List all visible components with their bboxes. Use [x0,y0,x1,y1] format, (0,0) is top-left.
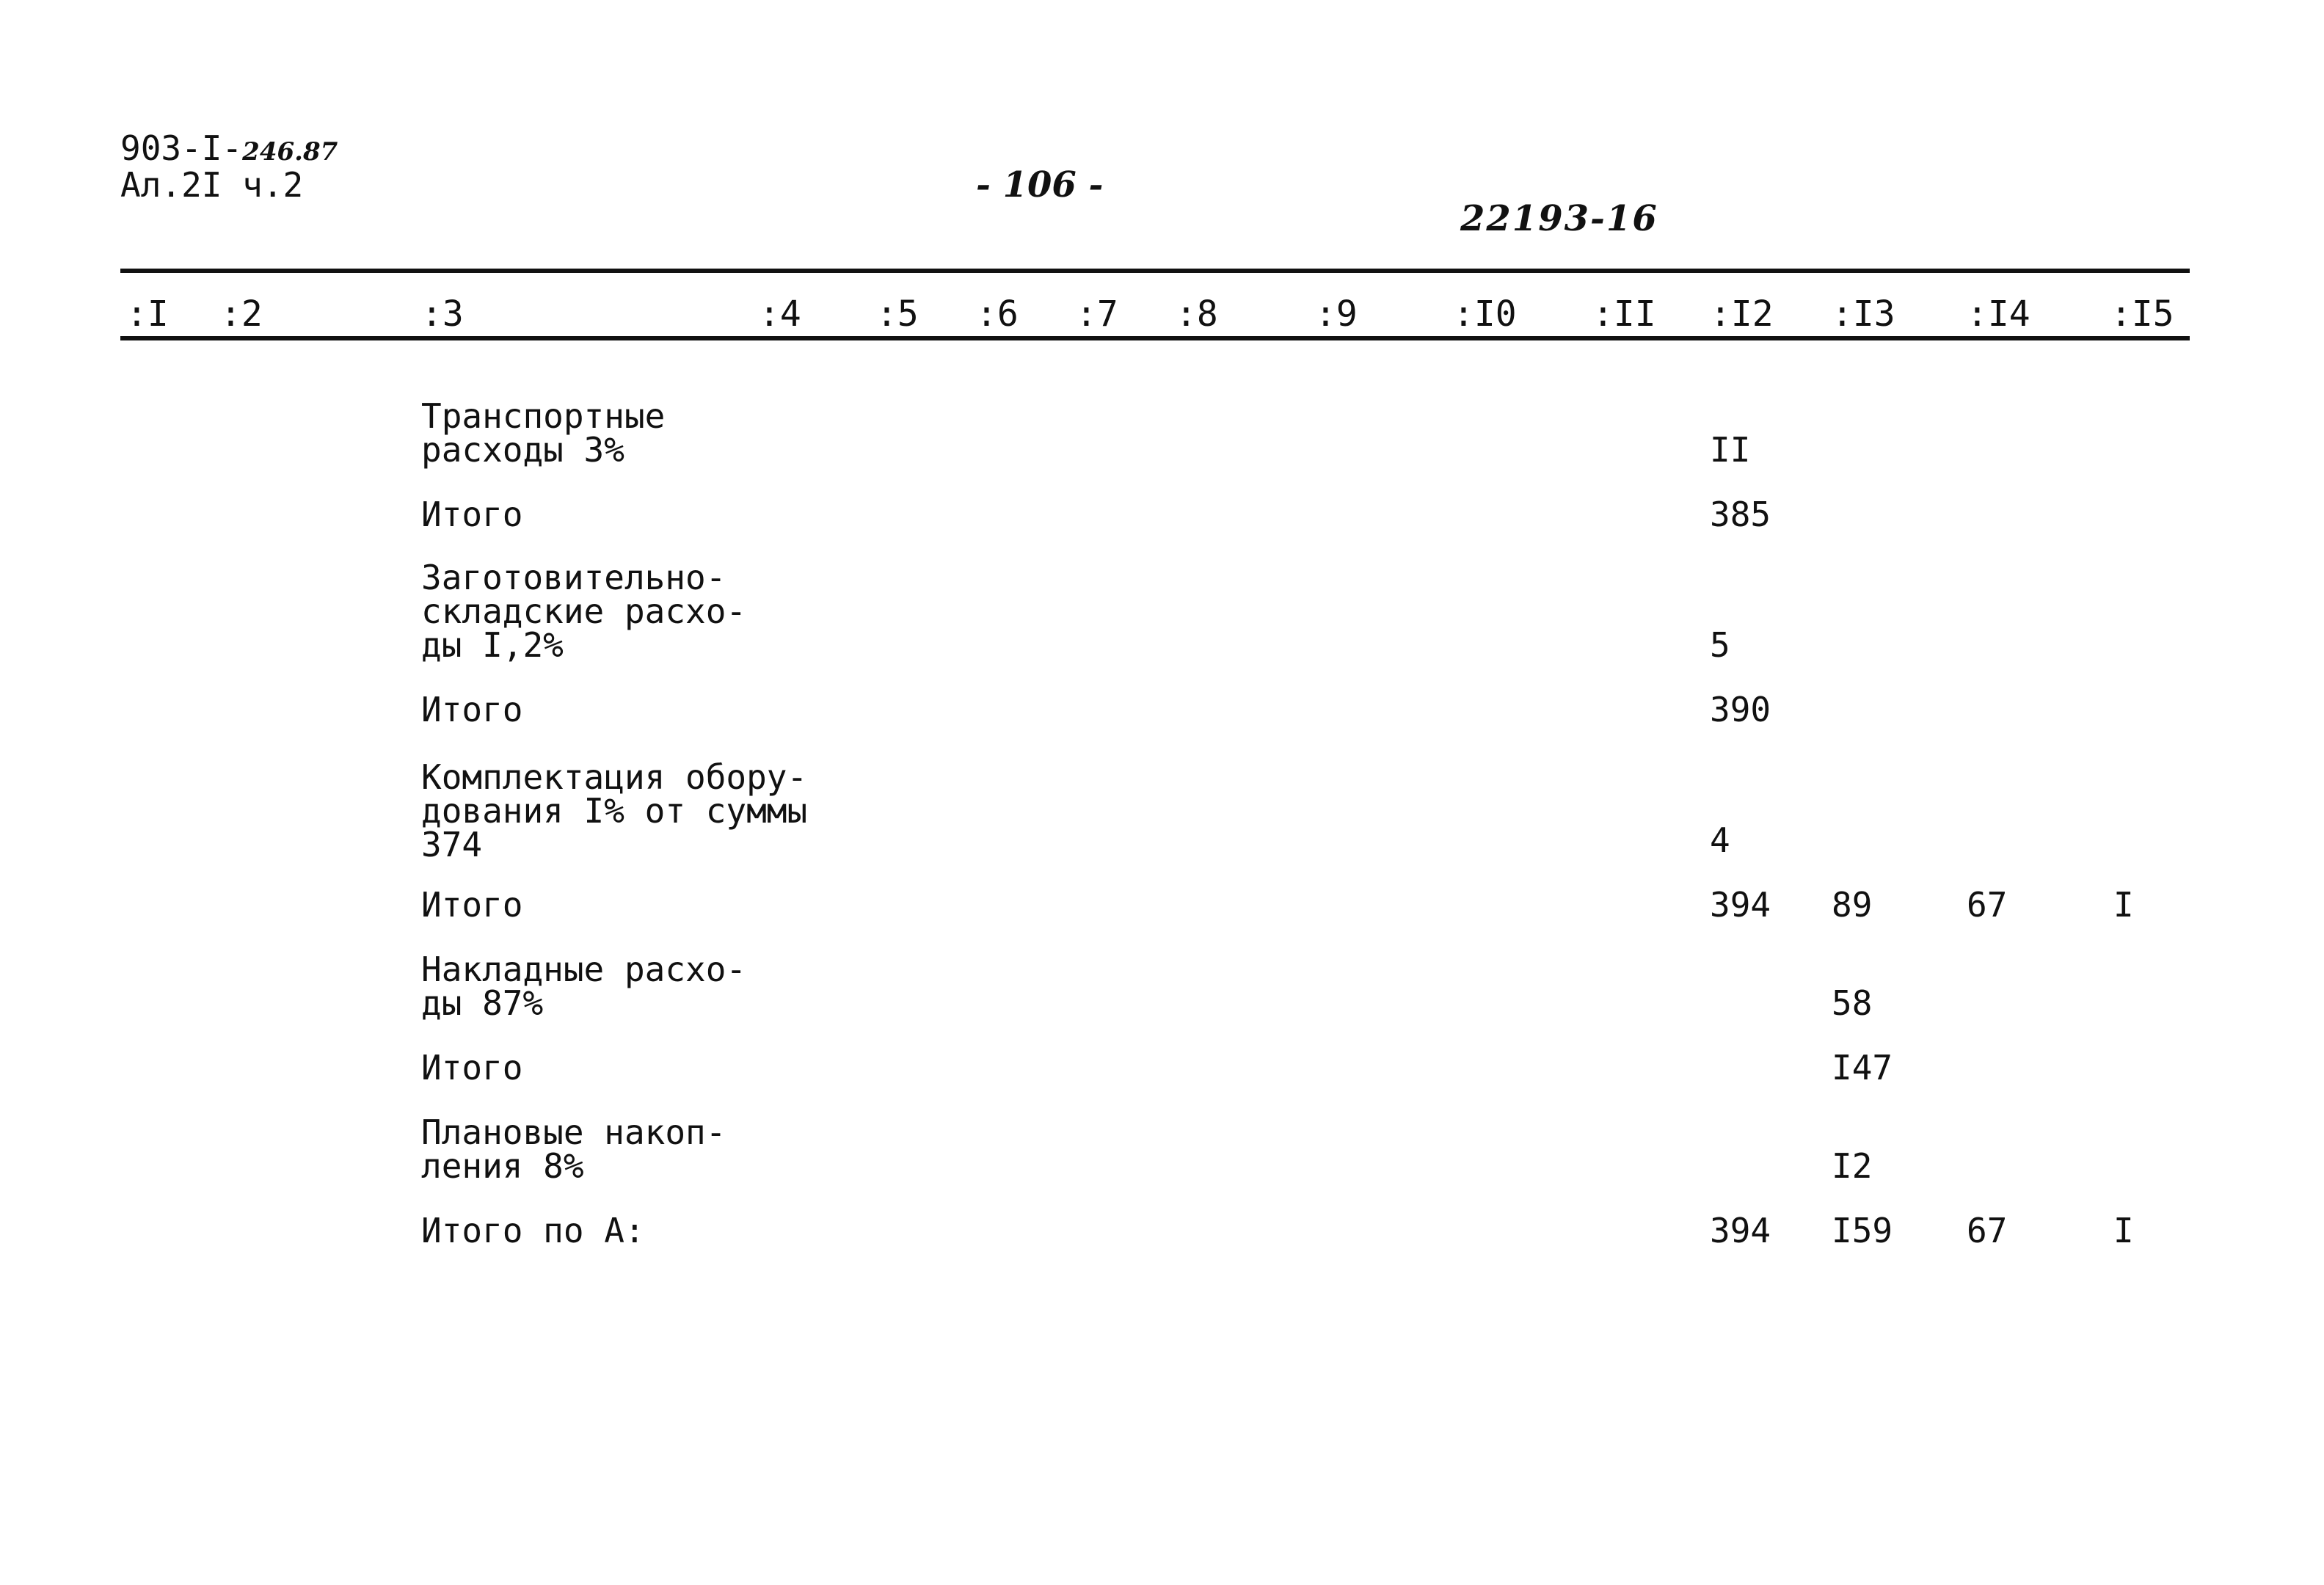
column-header-9: :9 [1315,294,1358,335]
row-total-3-col12: 394 [1710,885,1771,925]
column-header-10: :I0 [1453,294,1517,335]
row-label-overhead: Накладные расхо- ды 87% [421,950,747,1023]
column-header-11: :II [1592,294,1656,335]
album-label: Ал.2I ч.2 [120,165,304,205]
column-header-6: :6 [976,294,1019,335]
row-label-transport: Транспортные расходы 3% [421,396,666,470]
column-header-1: :I [126,294,169,335]
column-header-4: :4 [759,294,801,335]
sheet-code: 22193-16 [1460,198,1658,239]
row-total-a-col12: 394 [1710,1211,1771,1250]
row-total-3-col15: I [2113,885,2134,925]
row-label-total-4: Итого [421,1048,523,1087]
column-header-15: :I5 [2110,294,2174,335]
column-header-8: :8 [1176,294,1218,335]
row-label-total-2: Итого [421,690,523,729]
row-label-planned-savings: Плановые накоп- ления 8% [421,1112,726,1186]
row-total-a-col13: I59 [1832,1211,1893,1250]
row-procurement-col12: 5 [1710,625,1730,665]
row-total-a-col14: 67 [1967,1211,2008,1250]
row-equipment-col12: 4 [1710,820,1730,860]
column-header-14: :I4 [1967,294,2030,335]
table-header-bottom-rule [120,336,2190,340]
document-code [120,128,338,170]
row-transport-col12: II [1710,430,1751,470]
table-header-top-rule [120,269,2190,273]
column-header-7: :7 [1076,294,1118,335]
row-label-procurement: Заготовительно- складские расхо- ды I,2% [421,558,747,665]
document-code-prefix: 903-I- [120,128,243,168]
column-header-3: :3 [421,294,464,335]
row-total-4-col13: I47 [1832,1048,1893,1087]
row-total-3-col14: 67 [1967,885,2008,925]
row-overhead-col13: 58 [1832,983,1873,1023]
document-code-handwritten: 246.87 [242,137,338,167]
row-planned-savings-col13: I2 [1832,1146,1873,1186]
column-header-5: :5 [876,294,919,335]
page-number: - 106 - [976,164,1104,205]
row-label-equipment: Комплектация обору- дования I% от суммы 374 [421,757,808,864]
column-header-12: :I2 [1710,294,1774,335]
row-total-2-col12: 390 [1710,690,1771,729]
row-total-a-col15: I [2113,1211,2134,1250]
column-header-2: :2 [220,294,263,335]
row-label-total-1: Итого [421,495,523,534]
row-label-total-a: Итого по А: [421,1211,645,1250]
row-total-3-col13: 89 [1832,885,1873,925]
row-total-1-col12: 385 [1710,495,1771,534]
column-header-13: :I3 [1832,294,1895,335]
row-label-total-3: Итого [421,885,523,925]
